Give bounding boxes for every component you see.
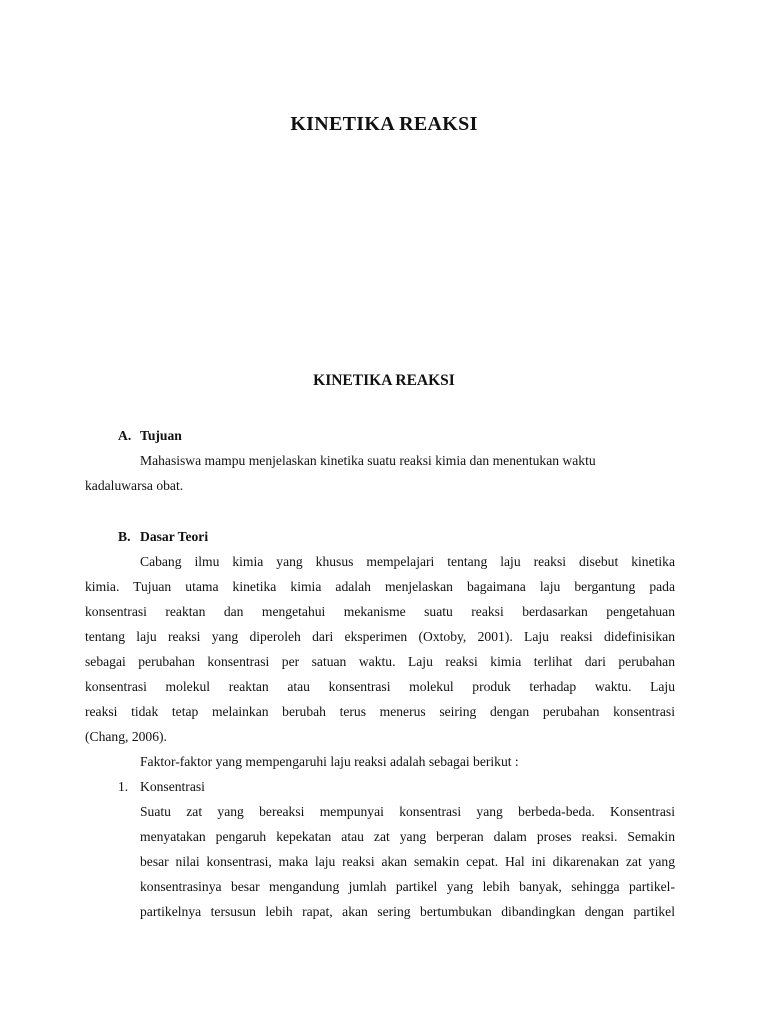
heading-label: Tujuan — [140, 428, 182, 443]
paragraph-konsentrasi-lines — [140, 799, 675, 924]
text-line: Faktor-faktor yang mempengaruhi laju reaksi adalah sebagai berikut : — [140, 754, 519, 769]
text-line: menyatakan pengaruh kepekatan atau zat yang berperan dalam proses reaksi. Semakin — [140, 829, 675, 844]
section-title: KINETIKA REAKSI — [313, 372, 455, 389]
paragraph-faktor — [140, 749, 680, 774]
text-line: konsentrasi molekul reaktan atau konsentrasi molekul produk terhadap waktu. Laju — [85, 679, 675, 694]
text-line: besar nilai konsentrasi, maka laju reaksi akan semakin cepat. Hal ini dikarenakan zat yang — [140, 854, 675, 869]
text-line: partikelnya tersusun lebih rapat, akan sering bertumbukan dibandingkan dengan partikel — [140, 904, 675, 919]
heading-dasar-teori — [118, 524, 208, 549]
text-line: konsentrasi reaktan dan mengetahui mekanisme suatu reaksi berdasarkan pengetahuan — [85, 604, 675, 619]
list-item-konsentrasi — [118, 774, 205, 799]
text-line: kadaluwarsa obat. — [85, 478, 184, 493]
text-line: reaksi tidak tetap melainkan berubah terus menerus seiring dengan perubahan konsentrasi — [85, 704, 675, 719]
text-line: (Chang, 2006). — [85, 729, 167, 744]
text-line: Cabang ilmu kimia yang khusus mempelajari tentang laju reaksi disebut kinetika — [140, 554, 675, 569]
heading-label: Dasar Teori — [140, 529, 209, 544]
heading-marker: B. — [118, 529, 131, 544]
text-line: Suatu zat yang bereaksi mempunyai konsentrasi yang berbeda-beda. Konsentrasi — [140, 804, 675, 819]
cover-title: KINETIKA REAKSI — [290, 113, 478, 135]
paragraph-tujuan — [85, 448, 685, 498]
text-line: tentang laju reaksi yang diperoleh dari eksperimen (Oxtoby, 2001). Laju reaksi didefinisikan — [85, 629, 675, 644]
text-line: Mahasiswa mampu menjelaskan kinetika suatu reaksi kimia dan menentukan waktu — [140, 453, 596, 468]
text-line: sebagai perubahan konsentrasi per satuan waktu. Laju reaksi kimia terlihat dari perubahan — [85, 654, 675, 669]
heading-marker: A. — [118, 428, 132, 443]
text-line: kimia. Tujuan utama kinetika kimia adalah menjelaskan bagaimana laju bergantung pada — [85, 579, 675, 594]
list-label: Konsentrasi — [140, 779, 205, 794]
text-line: konsentrasinya besar mengandung jumlah partikel yang lebih banyak, sehingga partikel- — [140, 879, 675, 894]
heading-tujuan — [118, 423, 182, 448]
list-marker: 1. — [118, 779, 129, 794]
paragraph-dasar-teori — [85, 549, 675, 749]
